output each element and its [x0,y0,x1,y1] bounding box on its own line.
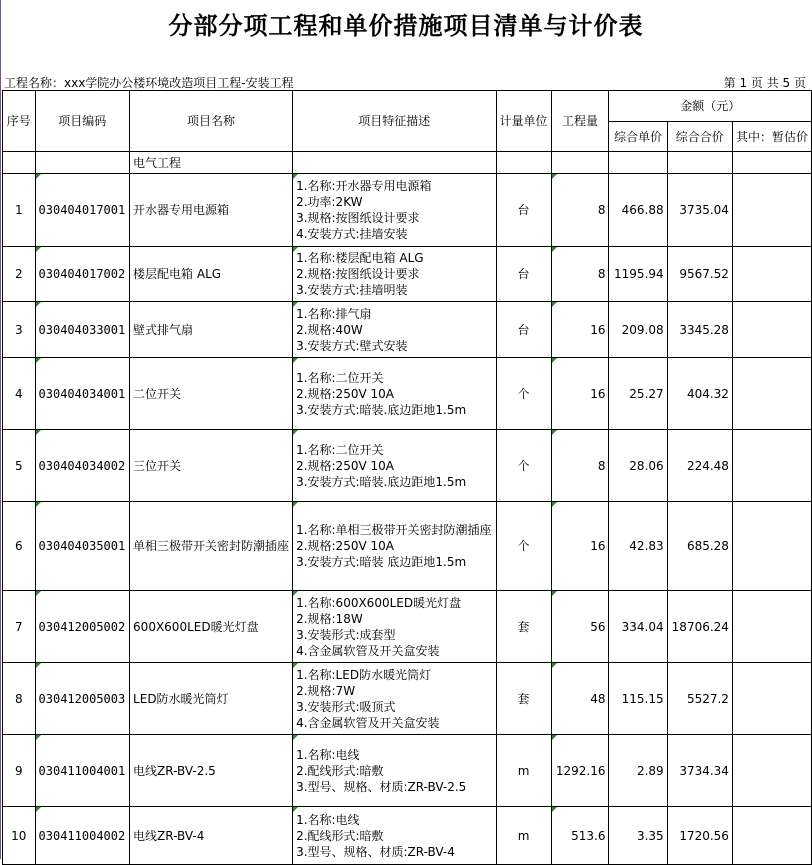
desc-line: 1.名称:电线 [296,812,360,827]
row-qty[interactable]: 8 [551,247,609,302]
section-cell-qty[interactable] [551,152,609,174]
table-row [3,502,812,591]
desc-line: 2.规格:250V 10A [296,458,394,473]
row-name[interactable]: 电线ZR-BV-2.5 [130,735,293,807]
row-desc[interactable] [293,807,496,865]
section-cell-code[interactable] [35,152,130,174]
row-unit[interactable]: 个 [496,430,551,502]
row-desc[interactable] [293,174,496,247]
row-name[interactable]: 楼层配电箱 ALG [130,247,293,302]
section-cell-desc[interactable] [293,152,496,174]
row-qty[interactable]: 16 [551,302,609,358]
row-provisional[interactable] [732,735,811,807]
row-total[interactable]: 3734.34 [667,735,732,807]
row-unit-price[interactable]: 25.27 [609,358,667,430]
row-seq[interactable]: 6 [3,502,36,591]
row-desc[interactable] [293,502,496,591]
pricing-table [2,90,812,865]
desc-line: 1.名称:排气扇 [296,306,372,321]
row-total[interactable]: 9567.52 [667,247,732,302]
table-row [3,247,812,302]
section-cell-seq[interactable] [3,152,36,174]
row-seq[interactable]: 7 [3,591,36,663]
row-unit-price[interactable]: 209.08 [609,302,667,358]
header-seq[interactable]: 序号 [3,91,36,152]
row-desc[interactable] [293,591,496,663]
page-info: 第 1 页 共 5 页 [723,76,806,90]
row-qty[interactable]: 8 [551,430,609,502]
row-unit-price[interactable]: 2.89 [609,735,667,807]
row-code[interactable]: 030411004001 [35,735,130,807]
row-desc[interactable] [293,302,496,358]
desc-line: 3.安装方式:暗装.底边距地1.5m [296,402,467,417]
row-code[interactable]: 030404034001 [35,358,130,430]
project-name-label: 工程名称：xxx学院办公楼环境改造项目工程-安装工程 [4,76,294,90]
header-qty[interactable]: 工程量 [551,91,609,152]
table-row [3,358,812,430]
row-desc[interactable] [293,358,496,430]
row-seq[interactable]: 3 [3,302,36,358]
row-name[interactable]: 电线ZR-BV-4 [130,807,293,865]
desc-line: 2.规格:18W [296,611,363,626]
page-title: 分部分项工程和单价措施项目清单与计价表 [168,11,644,40]
section-title[interactable]: 电气工程 [130,152,293,174]
row-total[interactable]: 224.48 [667,430,732,502]
desc-line: 3.安装方式:壁式安装 [296,338,408,353]
table-row [3,174,812,247]
row-name[interactable]: 600X600LED暖光灯盘 [130,591,293,663]
header-code[interactable]: 项目编码 [35,91,130,152]
row-provisional[interactable] [732,430,811,502]
desc-line: 4.含金属软管及开关盒安装 [296,643,440,658]
table-row [3,735,812,807]
desc-line: 2.配线形式:暗敷 [296,763,384,778]
row-desc[interactable] [293,663,496,735]
row-qty[interactable]: 1292.16 [551,735,609,807]
section-cell-price[interactable] [609,152,667,174]
row-total[interactable]: 18706.24 [667,591,732,663]
row-provisional[interactable] [732,358,811,430]
row-provisional[interactable] [732,502,811,591]
row-unit-price[interactable]: 115.15 [609,663,667,735]
header-amount[interactable]: 金额（元） [609,91,812,122]
row-unit[interactable]: 套 [496,591,551,663]
window-left-border [0,0,1,859]
desc-line: 2.规格:7W [296,683,356,698]
desc-line: 3.型号、规格、材质:ZR-BV-4 [296,844,455,859]
row-name[interactable]: 单相三极带开关密封防潮插座 [130,502,293,591]
row-qty[interactable]: 56 [551,591,609,663]
row-unit-price[interactable]: 3.35 [609,807,667,865]
row-unit[interactable]: 个 [496,502,551,591]
table-row [3,430,812,502]
header-name[interactable]: 项目名称 [130,91,293,152]
row-code[interactable]: 030412005002 [35,591,130,663]
desc-line: 2.规格:40W [296,322,363,337]
desc-line: 3.安装形式:成套型 [296,627,396,642]
table-row [3,663,812,735]
desc-line: 1.名称:二位开关 [296,442,384,457]
header-provisional[interactable]: 其中：暂估价 [732,122,811,152]
row-name[interactable]: 二位开关 [130,358,293,430]
row-name[interactable]: 壁式排气扇 [130,302,293,358]
row-provisional[interactable] [732,174,811,247]
row-seq[interactable]: 4 [3,358,36,430]
row-unit[interactable]: 个 [496,358,551,430]
desc-line: 1.名称:LED防水暖光筒灯 [296,667,432,682]
desc-line: 1.名称:电线 [296,747,360,762]
desc-line: 2.规格:250V 10A [296,386,394,401]
row-seq[interactable]: 1 [3,174,36,247]
row-total[interactable]: 5527.2 [667,663,732,735]
desc-line: 1.名称:单相三极带开关密封防潮插座 [296,523,492,537]
row-qty[interactable]: 16 [551,358,609,430]
row-provisional[interactable] [732,807,811,865]
desc-line: 3.安装形式:吸顶式 [296,699,396,714]
row-unit[interactable]: 台 [496,302,551,358]
row-seq[interactable]: 2 [3,247,36,302]
desc-line: 1.名称:600X600LED暖光灯盘 [296,595,462,610]
desc-line: 4.含金属软管及开关盒安装 [296,715,440,730]
desc-line: 1.名称:楼层配电箱 ALG [296,251,424,265]
row-code[interactable]: 030404033001 [35,302,130,358]
row-name[interactable]: 开水器专用电源箱 [130,174,293,247]
table-row [3,591,812,663]
desc-line: 3.型号、规格、材质:ZR-BV-2.5 [296,779,467,794]
row-qty[interactable]: 48 [551,663,609,735]
desc-line: 3.安装方式:暗装.底边距地1.5m [296,474,467,489]
row-provisional[interactable] [732,302,811,358]
header-unit-price[interactable]: 综合单价 [609,122,667,152]
row-code[interactable]: 030412005003 [35,663,130,735]
row-seq[interactable]: 9 [3,735,36,807]
row-provisional[interactable] [732,247,811,302]
row-unit-price[interactable]: 466.88 [609,174,667,247]
desc-line: 2.配线形式:暗敷 [296,828,384,843]
desc-line: 3.安装方式:挂墙明装 [296,283,408,297]
row-unit[interactable]: 套 [496,663,551,735]
row-code[interactable]: 030404034002 [35,430,130,502]
row-code[interactable]: 030404035001 [35,502,130,591]
section-cell-unit[interactable] [496,152,551,174]
desc-line: 2.规格:按图纸设计要求 [296,267,420,281]
desc-line: 3.安装方式:暗装 底边距地1.5m [296,555,467,569]
row-unit-price[interactable]: 1195.94 [609,247,667,302]
row-total[interactable]: 685.28 [667,502,732,591]
desc-line: 3.规格:按图纸设计要求 [296,211,420,225]
row-unit[interactable]: m [496,807,551,865]
header-desc[interactable]: 项目特征描述 [293,91,496,152]
table-row [3,302,812,358]
row-total[interactable]: 3345.28 [667,302,732,358]
row-qty[interactable]: 8 [551,174,609,247]
row-unit-price[interactable]: 28.06 [609,430,667,502]
row-desc[interactable] [293,430,496,502]
row-provisional[interactable] [732,663,811,735]
desc-line: 1.名称:开水器专用电源箱 [296,179,432,193]
table-row [3,807,812,865]
row-total[interactable]: 1720.56 [667,807,732,865]
row-name[interactable]: LED防水暖光筒灯 [130,663,293,735]
row-total[interactable]: 404.32 [667,358,732,430]
desc-line: 2.规格:250V 10A [296,539,394,553]
row-unit[interactable]: 台 [496,174,551,247]
row-desc[interactable] [293,247,496,302]
desc-line: 4.安装方式:挂墙安装 [296,227,408,241]
row-desc[interactable] [293,735,496,807]
section-cell-provisional[interactable] [732,152,811,174]
row-seq[interactable]: 8 [3,663,36,735]
row-total[interactable]: 3735.04 [667,174,732,247]
header-unit[interactable]: 计量单位 [496,91,551,152]
row-unit[interactable]: 台 [496,247,551,302]
row-unit-price[interactable]: 334.04 [609,591,667,663]
header-total[interactable]: 综合合价 [667,122,732,152]
row-unit-price[interactable]: 42.83 [609,502,667,591]
row-code[interactable]: 030404017001 [35,174,130,247]
desc-line: 2.功率:2KW [296,195,363,209]
row-qty[interactable]: 16 [551,502,609,591]
row-qty[interactable]: 513.6 [551,807,609,865]
row-code[interactable]: 030411004002 [35,807,130,865]
row-seq[interactable]: 5 [3,430,36,502]
row-unit[interactable]: m [496,735,551,807]
row-code[interactable]: 030404017002 [35,247,130,302]
row-seq[interactable]: 10 [3,807,36,865]
row-provisional[interactable] [732,591,811,663]
desc-line: 1.名称:二位开关 [296,370,384,385]
row-name[interactable]: 三位开关 [130,430,293,502]
section-cell-total[interactable] [667,152,732,174]
